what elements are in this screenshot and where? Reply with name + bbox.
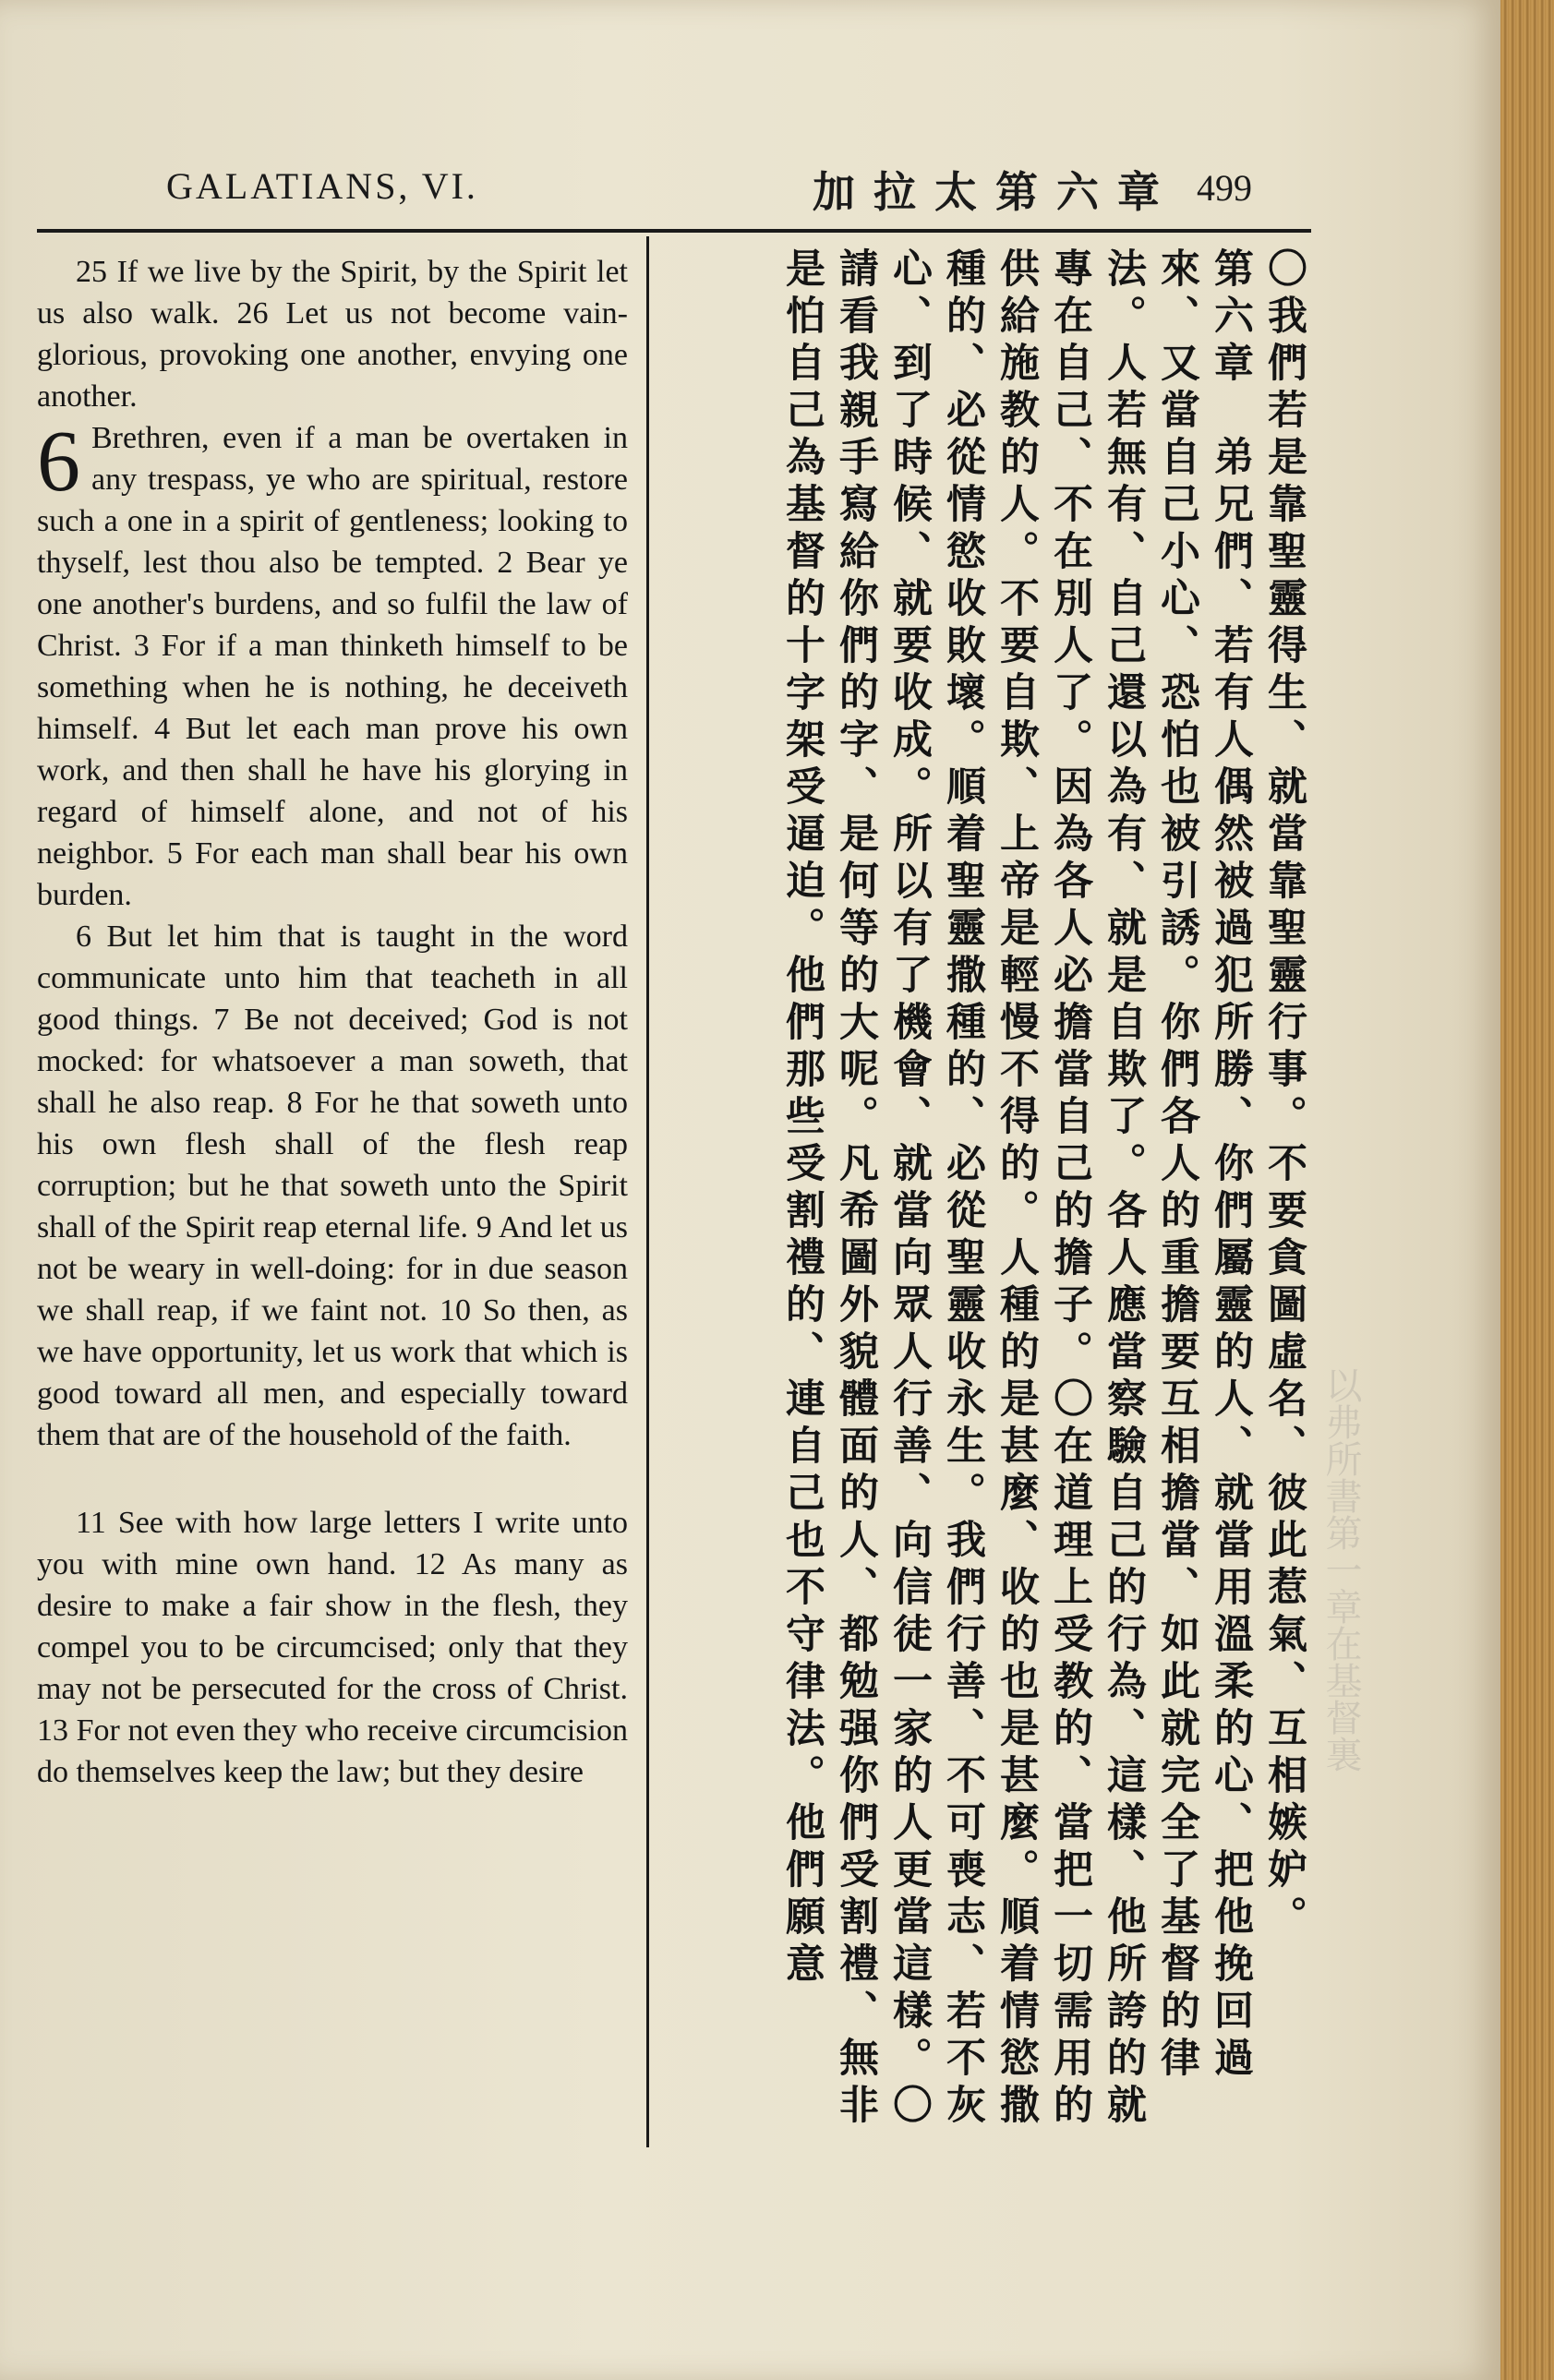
- english-paragraph: 11 See with how large letters I write unto you with mine own hand. 12 As many as desire to make a fair show in the flesh, they compel you to be circumcised; only that they may not be persecuted for the cross of Christ. 13 For not even they who receive circumcision do themselves keep the law; but they desire: [37, 1506, 628, 1789]
- running-head-chinese: 加拉太第六章: [813, 167, 1178, 217]
- english-paragraph-text: Brethren, even if a man be overtaken in any trespass, ye who are spiritual, restore such a one in a spirit of gentleness; looking to thyself, lest thou also be tempted. 2 Bear ye one another's burdens, and so fulfil the law of Christ. 3 For if a man thinketh himself to be something when he is nothing, he deceiveth himself. 4 But let each man prove his own work, and then shall he have his glorying in regard of himself alone, and not of his neighbor. 5 For each man shall bear his own burden.: [37, 421, 628, 912]
- column-divider: [646, 236, 649, 2147]
- page-number: 499: [1197, 167, 1252, 209]
- header-rule: [37, 229, 1311, 233]
- show-through-text: 以弗所書第一章在基督裏: [1320, 1366, 1362, 1773]
- english-paragraph-chapter-start: [37, 414, 628, 916]
- page-edge-gilt: [1500, 0, 1554, 2380]
- english-column: [37, 251, 628, 1793]
- chinese-column: [665, 247, 1311, 2149]
- chapter-number: 6: [37, 414, 80, 510]
- chinese-paragraph: 〇我們若是靠聖靈得生、就當靠聖靈行事。不要貪圖虛名、彼此惹氣、互相嫉妒。: [1261, 247, 1307, 1942]
- chinese-paragraph: 第六章 弟兄們、若有人偶然被過犯所勝、你們屬靈的人、就當用溫柔的心、把他挽回過來、又當自己小心、恐怕也被引誘。你們各人的重擔要互相擔當、如此就完全了基督的律法。人若無有、自己還以為有、就是自欺了。各人應當察驗自己的行為、這樣、他所誇的就專在自己、不在別人了。因為各人必擔當自己的擔子。〇在道理上受教的、當把一切需用的供給施教的人。不要自欺、上帝是輕慢不得的。人種的是甚麼、收的也是甚麼。順着情慾撒種的、必從情慾收敗壞。順着聖靈撒種的、必從聖靈收永生。我們行善、不可喪志、若不灰心、到了時候、就要收成。所以有了機會、就當向眾人行善、向信徒一家的人更當這樣。〇請看我親手寫給你們的字、是何等的大呢。凡希圖外貌體面的人、都勉强你們受割禮、無非是怕自己為基督的十字架受逼迫。他們那些受割禮的、連自己也不守律法。他們願意: [779, 247, 1254, 2131]
- paragraph-gap: [37, 1456, 628, 1502]
- running-head-english: GALATIANS, VI.: [166, 165, 478, 207]
- english-paragraph: 6 But let him that is taught in the word communicate unto him that teacheth in all good things. 7 Be not deceived; God is not mocked: for whatsoever a man soweth, that shall he also reap. 8 For he that soweth unto his own flesh shall of the flesh reap corruption; but he that soweth unto the Spirit shall of the Spirit reap eternal life. 9 And let us not be weary in well-doing: for in due season we shall reap, if we faint not. 10 So then, as we have opportunity, let us work that which is good toward all men, and especially toward them that are of the household of the faith.: [37, 920, 628, 1452]
- english-paragraph: 25 If we live by the Spirit, by the Spirit let us also walk. 26 Let us not become vain-glorious, provoking one another, envying one another.: [37, 255, 628, 414]
